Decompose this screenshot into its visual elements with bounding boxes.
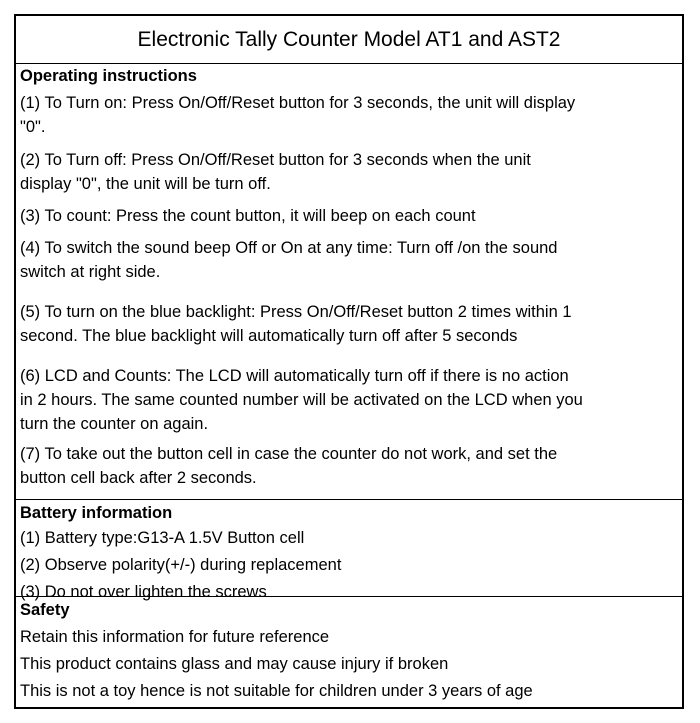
battery-item-2: (2) Observe polarity(+/-) during replacement [20, 556, 342, 574]
operating-instructions-section [16, 64, 682, 500]
battery-information-section [16, 500, 682, 601]
safety-heading: Safety [20, 601, 70, 619]
instruction-6-line-2: in 2 hours. The same counted number will be activated on the LCD when you [20, 391, 583, 409]
safety-item-1: Retain this information for future reference [20, 628, 330, 646]
safety-section [16, 597, 682, 707]
instruction-4-line-1: (4) To switch the sound beep Off or On at any time: Turn off /on the sound [20, 239, 558, 257]
document-title: Electronic Tally Counter Model AT1 and AST2 [16, 16, 682, 64]
instruction-7-line-2: button cell back after 2 seconds. [20, 469, 257, 487]
instruction-1-line-2: "0". [20, 118, 46, 136]
battery-information-heading: Battery information [20, 504, 173, 522]
instruction-sheet [14, 14, 684, 709]
instruction-5-line-2: second. The blue backlight will automatically turn off after 5 seconds [20, 327, 518, 345]
instruction-3-line-1: (3) To count: Press the count button, it will beep on each count [20, 207, 476, 225]
instruction-1-line-1: (1) To Turn on: Press On/Off/Reset button for 3 seconds, the unit will display [20, 94, 576, 112]
instruction-5-line-1: (5) To turn on the blue backlight: Press On/Off/Reset button 2 times within 1 [20, 303, 572, 321]
instruction-2-line-2: display "0", the unit will be turn off. [20, 175, 271, 193]
safety-item-3: This is not a toy hence is not suitable for children under 3 years of age [20, 682, 533, 700]
battery-item-3: (3) Do not over lighten the screws [20, 583, 267, 601]
safety-item-2: This product contains glass and may cause injury if broken [20, 655, 449, 673]
instruction-6-line-1: (6) LCD and Counts: The LCD will automatically turn off if there is no action [20, 367, 569, 385]
instruction-2-line-1: (2) To Turn off: Press On/Off/Reset button for 3 seconds when the unit [20, 151, 531, 169]
instruction-7-line-1: (7) To take out the button cell in case the counter do not work, and set the [20, 445, 558, 463]
instruction-4-line-2: switch at right side. [20, 263, 161, 281]
instruction-6-line-3: turn the counter on again. [20, 415, 209, 433]
battery-item-1: (1) Battery type:G13-A 1.5V Button cell [20, 529, 305, 547]
operating-instructions-heading: Operating instructions [20, 67, 197, 85]
